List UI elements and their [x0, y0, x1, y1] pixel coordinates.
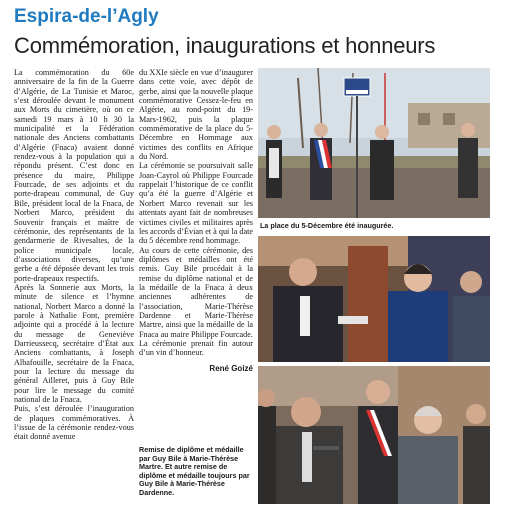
paragraph: La cérémonie prenait fin autour d’un vin d’honneur.	[139, 338, 253, 358]
photo-caption: La place du 5-Décembre été inaugurée.	[260, 221, 394, 230]
paragraph: du XXIe siècle en vue d’inaugurer dans cette voie, avec dépôt de gerbe, ainsi que la nouvelle plaque commémorative Cessez-le-feu en Algérie, au rond-point du 19-Mars-1962, puis la plaque commémorative de la place du 5-Décembre en Hommage aux victimes des conflits en Afrique du Nord.	[139, 68, 253, 162]
paragraph: La cérémonie se poursuivait salle Joan-Cayrol où Philippe Fourcade rappelait l’historique de ce conflit qu’a été la guerre d’Algérie et Norbert Marco revenait sur les attentats ayant fait de nombreuses victimes civiles et militaires après les accords d’Évian et à qui la date du 5 décembre rend hommage.	[139, 161, 253, 246]
paragraph: Après la Sonnerie aux Morts, la minute de silence et l’hymne national, Norbert Marco a donné la parole à Nathalie Font, première adjointe qui a procédé à la lecture du message de Geneviève Darrieussecq, secrétaire d’État aux Anciens combattants, à Joseph Albafouille, secrétaire de la Fnaca, pour la lecture du message du général Ailleret, puis à Guy Bile pour lire le message du comité national de la Fnaca.	[14, 282, 134, 405]
photo-medal-presentation	[258, 366, 490, 504]
photo-plaque-inauguration	[258, 68, 490, 218]
paragraph: Au cours de cette cérémonie, des diplômes et médailles ont été remis. Guy Bile procédait à la remise du diplôme national et de la médaille de la Fnaca à deux anciennes adhérentes de l’association, Marie-Thérèse Dardenne et Marie-Thérèse Martre, ainsi que la médaille de la Fnaca au maire Philippe Fourcade.	[139, 245, 253, 339]
paragraph: Puis, s’est déroulée l’inauguration de plaques commémoratives. À l’issue de la cérémonie rendez-vous était donné avenue	[14, 404, 134, 442]
article-column-2	[139, 68, 253, 373]
section-kicker: Espira-de-l’Agly	[14, 6, 159, 27]
headline: Commémoration, inaugurations et honneurs	[14, 33, 436, 58]
photo-diploma-presentation	[258, 236, 490, 362]
article-column-1	[14, 68, 134, 442]
paragraph: La commémoration du 60e anniversaire de la fin de la Guerre d’Algérie, de La Tunisie et Maroc, s’est déroulée devant le monument aux Morts du cimetière, où on ce samedi 19 mars à 10 h 30 la municipalité et la Fédération nationale des Anciens combattants d’Algérie (Fnaca) avaient donné rendez-vous à la population qui a répondu présent. C’est donc en présence du maire, Philippe Fourcade, de ses adjoints et du porte-drapeau communal, de Guy Bile, président local de la Fnaca, de Norbert Marco, président du Souvenir français et maître de cérémonie, des représentants de la gendarmerie de Rivesaltes, de la police municipale locale, d’associations diverses, qu’une gerbe a été déposée devant les trois porte-drapeaux respectifs.	[14, 68, 134, 283]
author-signature: René Goizé	[209, 363, 253, 373]
photo-caption: Remise de diplôme et médaille par Guy Bile à Marie-Thérèse Martre. Et autre remise de diplôme et médaille toujours par Guy Bile à Marie-Thérèse Dardenne.	[139, 445, 250, 497]
